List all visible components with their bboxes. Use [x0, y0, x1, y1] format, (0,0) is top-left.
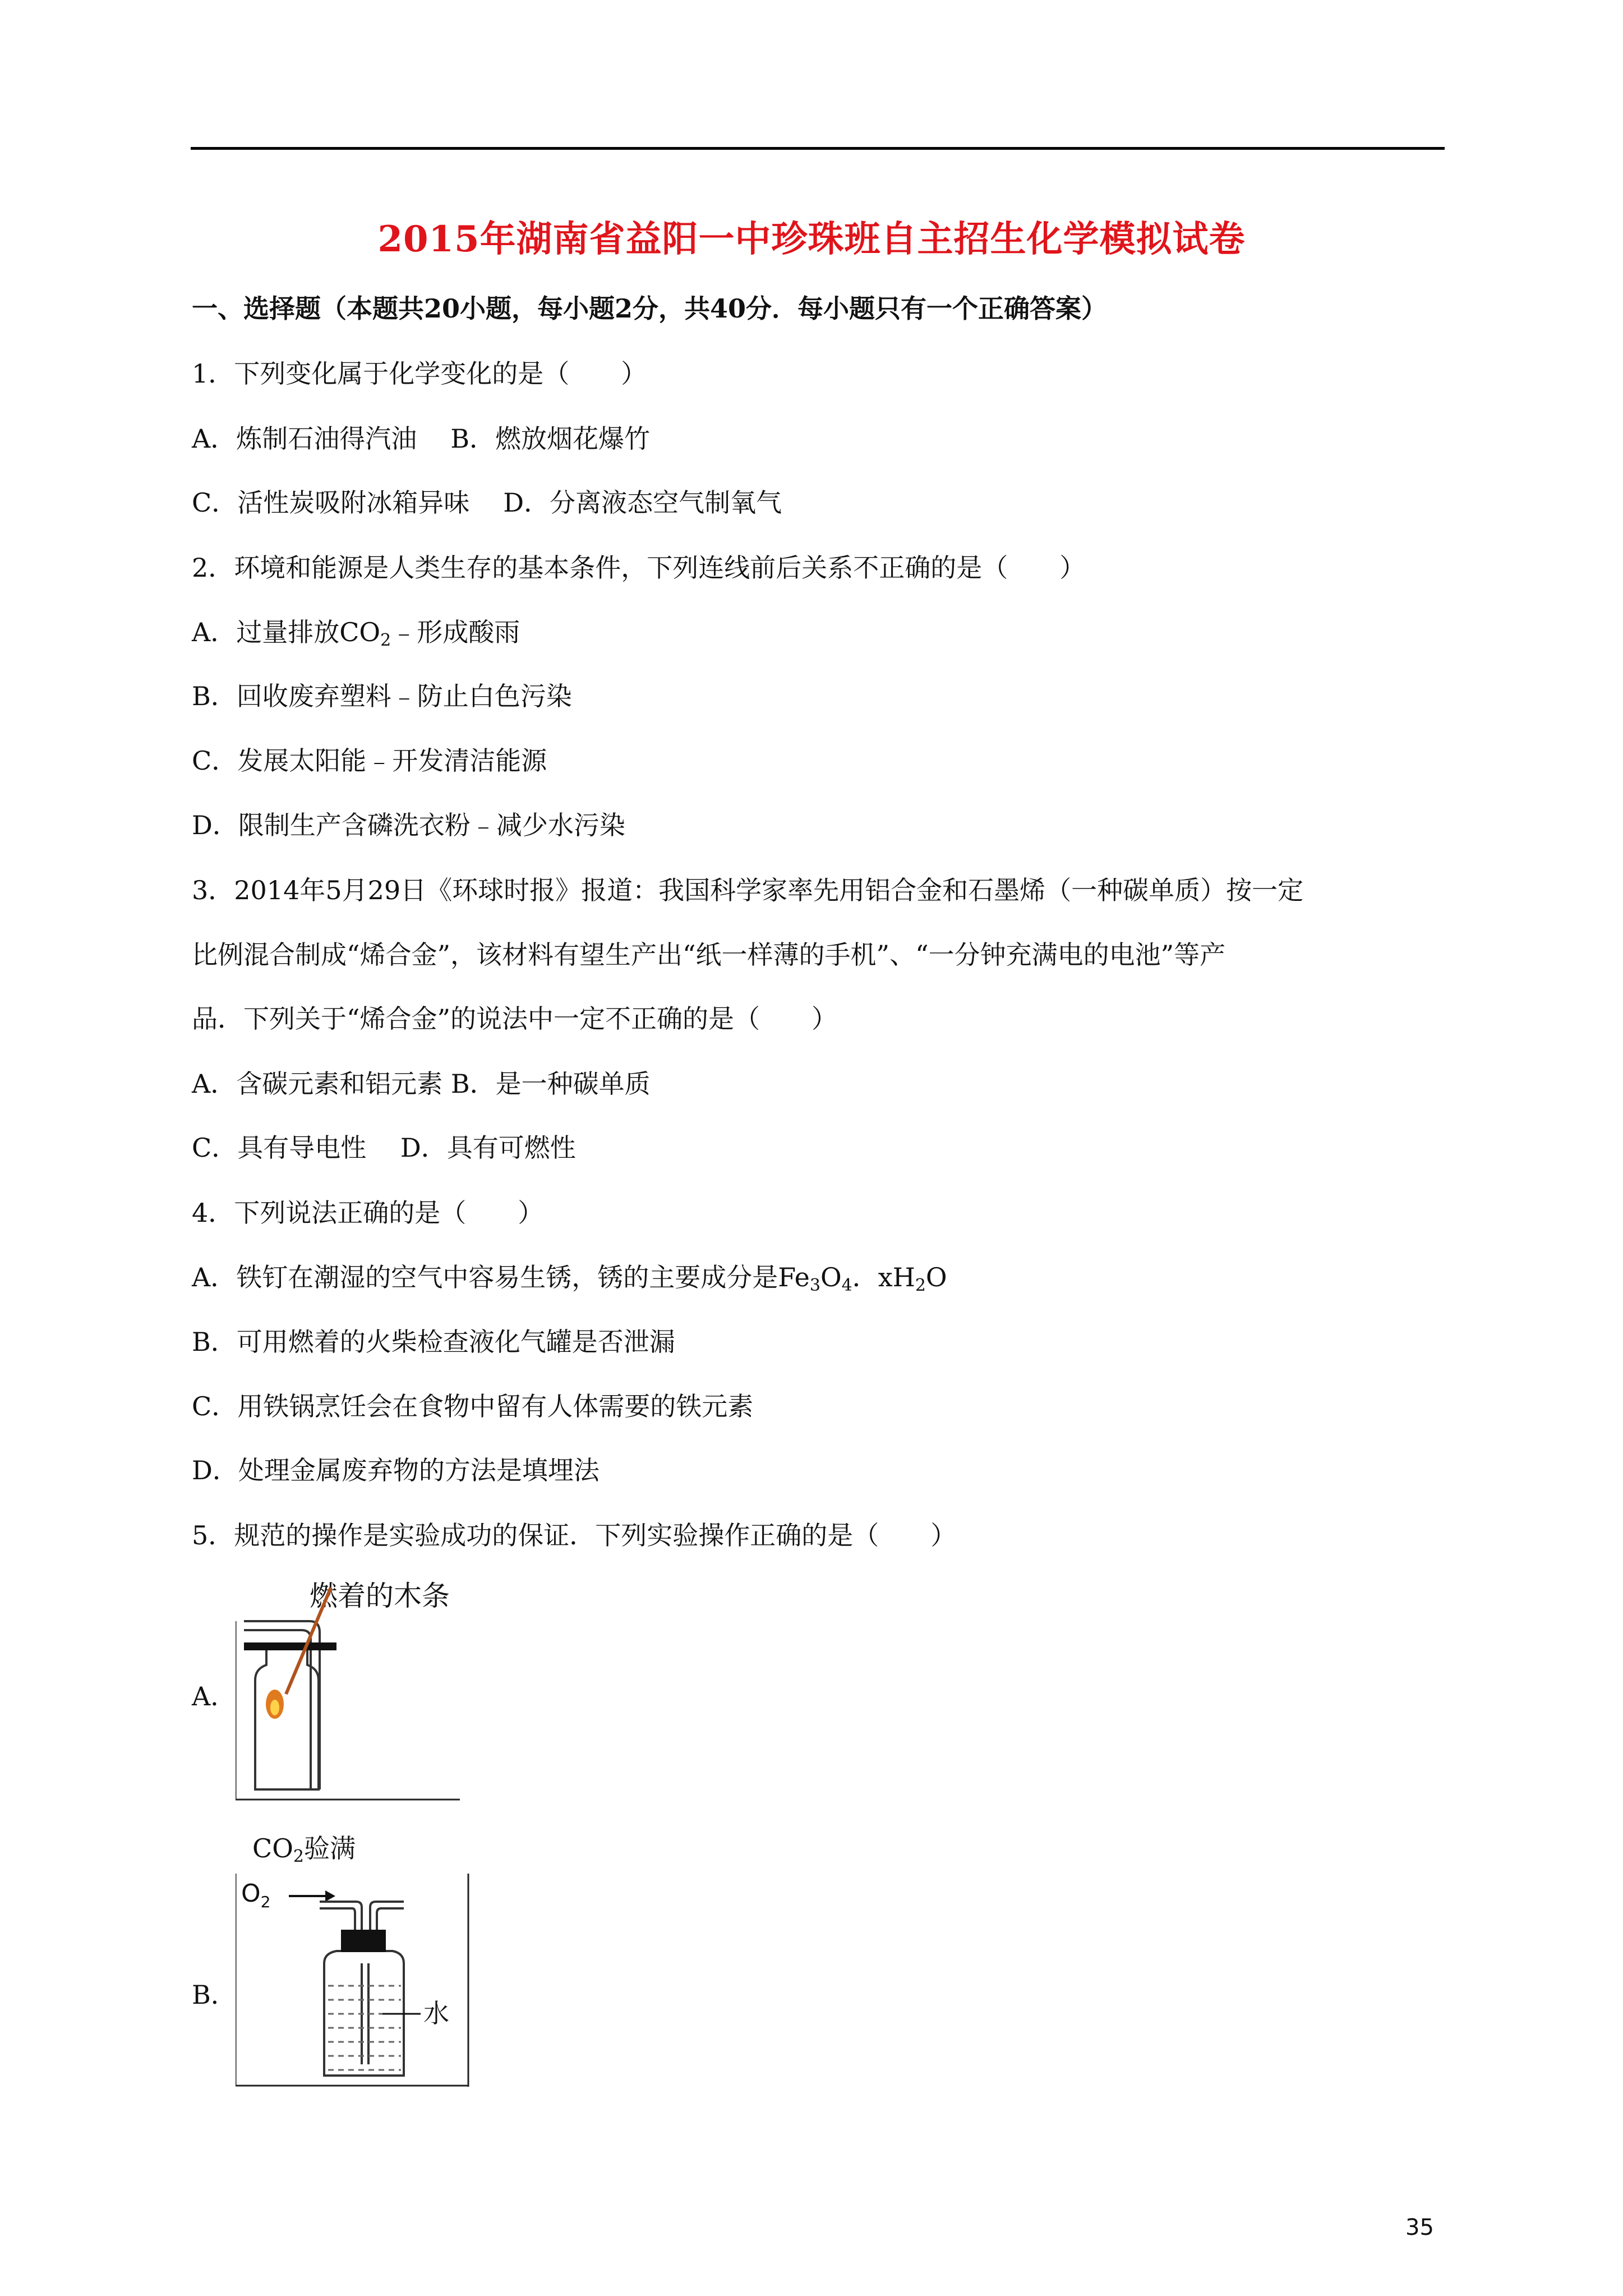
question-3-line-2: 比例混合制成“烯合金”，该材料有望生产出“纸一样薄的手机”、“一分钟充满电的电池”等产 [192, 940, 1226, 970]
q2-option-d: D．限制生产含磷洗衣粉﹣减少水污染 [192, 810, 625, 840]
water-label: 水 [423, 1998, 449, 2028]
q5-figure-a-label: A． [192, 1681, 237, 1711]
arrow-right-icon [289, 1890, 335, 1902]
q2-option-c: C．发展太阳能﹣开发清洁能源 [192, 746, 547, 776]
q5-figure-b-label: B． [192, 1980, 237, 2010]
q2-option-b: B．回收废弃塑料﹣防止白色污染 [192, 681, 572, 711]
question-2-stem: 2．环境和能源是人类生存的基本条件，下列连线前后关系不正确的是（ ） [192, 553, 1086, 583]
q4-formula-tail: O [925, 1262, 947, 1292]
q4-option-a [192, 1260, 947, 1303]
q1-option-c: C．活性炭吸附冰箱异味 [192, 487, 470, 518]
section-heading: 一、选择题（本题共20小题，每小题2分，共40分．每小题只有一个正确答案） [192, 293, 1108, 324]
question-1-options-cd [192, 486, 782, 519]
q4-formula-o: O [820, 1262, 842, 1292]
washing-bottle-icon [320, 1902, 404, 2076]
burning-stick-caption: 燃着的木条 [310, 1580, 450, 1612]
q3-options-cd: C．具有导电性 D．具有可燃性 [192, 1133, 576, 1163]
q3-options-ab: A．含碳元素和铝元素 B．是一种碳单质 [192, 1069, 651, 1099]
q4-formula-xh: ．xH [852, 1262, 915, 1292]
flame-core-icon [270, 1700, 279, 1715]
q4-subscript-2: 4 [841, 1276, 852, 1295]
question-4-stem: 4．下列说法正确的是（ ） [192, 1198, 544, 1228]
q1-option-a: A．炼制石油得汽油 [192, 424, 417, 454]
fig-a-caption-subscript: 2 [293, 1847, 305, 1866]
fig-a-caption-text: CO [252, 1833, 293, 1864]
question-1-stem: 1．下列变化属于化学变化的是（ ） [192, 358, 647, 389]
q1-option-d: D．分离液态空气制氧气 [503, 487, 782, 518]
document-title: 2015年湖南省益阳一中珍珠班自主招生化学模拟试卷 [377, 218, 1246, 260]
q4-subscript-3: 2 [915, 1276, 926, 1295]
page-number: 35 [1405, 2215, 1434, 2240]
q4-option-a-text: A．铁钉在潮湿的空气中容易生锈，锈的主要成分是Fe [192, 1262, 810, 1292]
rubber-stopper [341, 1930, 386, 1952]
gas-washing-figure [236, 1874, 471, 2098]
q2-option-a [192, 615, 520, 657]
question-1-options-ab [192, 422, 650, 455]
oxygen-label: $O_2$ [241, 1879, 271, 1911]
q4-option-c: C．用铁锅烹饪会在食物中留有人体需要的铁元素 [192, 1391, 754, 1421]
co2-check-figure [236, 1565, 460, 1801]
header-rule [191, 147, 1445, 150]
q2-option-a-text: A．过量排放CO [192, 617, 381, 647]
question-3-line-3: 品．下列关于“烯合金”的说法中一定不正确的是（ ） [192, 1004, 838, 1034]
fig-a-caption-tail: 验满 [304, 1833, 356, 1864]
figure-a-caption [252, 1832, 356, 1874]
q4-option-b: B．可用燃着的火柴检查液化气罐是否泄漏 [192, 1327, 675, 1357]
q2-option-a-subscript: 2 [380, 631, 391, 650]
q1-option-b: B．燃放烟花爆竹 [450, 424, 651, 454]
glass-plate [244, 1642, 336, 1650]
question-3-line-1: 3．2014年5月29日《环球时报》报道：我国科学家率先用铝合金和石墨烯（一种碳单质）按一定 [192, 875, 1304, 905]
wooden-stick-icon [286, 1588, 331, 1694]
water-fill [328, 1986, 401, 2070]
q4-option-d: D．处理金属废弃物的方法是填埋法 [192, 1455, 600, 1485]
q2-option-a-tail: ﹣形成酸雨 [391, 617, 520, 647]
question-5-stem: 5．规范的操作是实验成功的保证．下列实验操作正确的是（ ） [192, 1520, 957, 1550]
q4-subscript-1: 3 [809, 1276, 820, 1295]
